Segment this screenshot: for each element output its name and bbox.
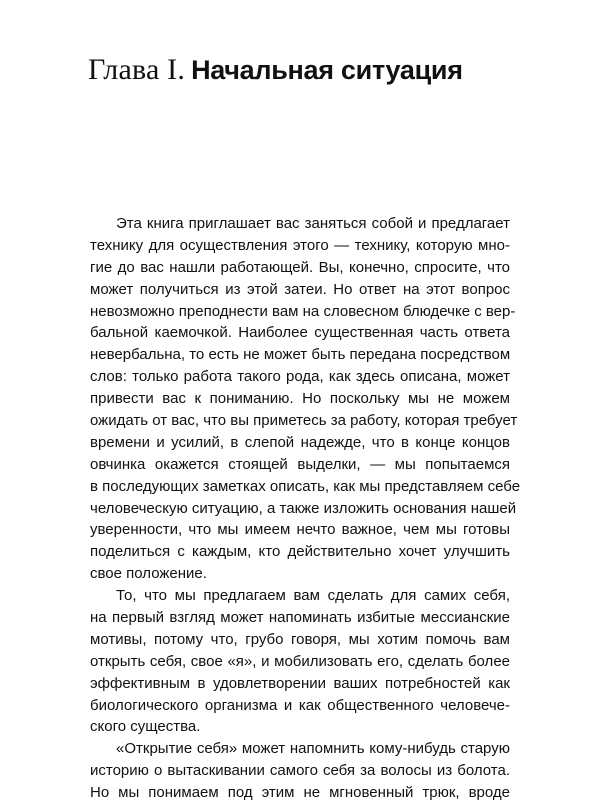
text-line: технику для осуществления этого — технику, которую мно- [90, 236, 510, 254]
text-line: человеческую ситуацию, а также изложить основания нашей [90, 499, 517, 517]
text-line: слов: только работа такого рода, как здесь описана, может [90, 368, 510, 386]
text-line: уверенности, что мы имеем нечто важное, чем мы готовы [90, 521, 510, 539]
text-line: может получиться из этой затеи. Но ответ на этот вопрос [90, 280, 510, 298]
text-line: Но мы понимаем под этим не мгновенный трюк, вроде [90, 784, 510, 802]
text-line: времени и усилий, в слепой надежде, что в конце концов [90, 433, 510, 451]
text-line: бальной каемочкой. Наиболее существенная часть ответа [90, 324, 510, 342]
chapter-label: Глава I. [88, 53, 186, 86]
chapter-title: Начальная ситуация [191, 55, 463, 85]
text-line: «Открытие себя» может напомнить кому-нибудь старую [116, 740, 510, 758]
text-line: невербальна, то есть не может быть передана посредством [90, 346, 511, 364]
text-line: овчинка окажется стоящей выделки, — мы попытаемся [90, 455, 510, 473]
chapter-heading [88, 50, 463, 88]
text-line: эффективным в удовлетворении ваших потребностей как [90, 674, 510, 692]
text-line: гие до вас нашли работающей. Вы, конечно, спросите, что [90, 258, 510, 276]
text-line: ского существа. [90, 718, 201, 736]
text-line: на первый взгляд может напоминать избитые мессианские [90, 609, 510, 627]
body-text [90, 213, 521, 804]
text-line: невозможно преподнести вам на словесном блюдечке с вер- [90, 302, 516, 320]
text-line: То, что мы предлагаем вам сделать для самих себя, [116, 587, 510, 605]
text-line: поделиться с каждым, кто действительно хочет улучшить [90, 543, 510, 561]
text-line: свое положение. [90, 565, 207, 583]
text-line: привести вас к пониманию. Но поскольку мы не можем [90, 390, 510, 408]
text-line: в последующих заметках описать, как мы представляем себе [90, 477, 521, 495]
text-line: Эта книга приглашает вас заняться собой и предлагает [116, 215, 510, 232]
text-line: биологического организма и как общественного человече- [90, 696, 510, 714]
text-line: ожидать от вас, что вы приметесь за работу, которая требует [90, 412, 518, 430]
text-line: открыть себя, свое «я», и мобилизовать его, сделать более [90, 652, 510, 670]
text-line: мотивы, потому что, грубо говоря, мы хотим помочь вам [90, 630, 510, 648]
text-line: историю о вытаскивании самого себя за волосы из болота. [90, 762, 510, 780]
